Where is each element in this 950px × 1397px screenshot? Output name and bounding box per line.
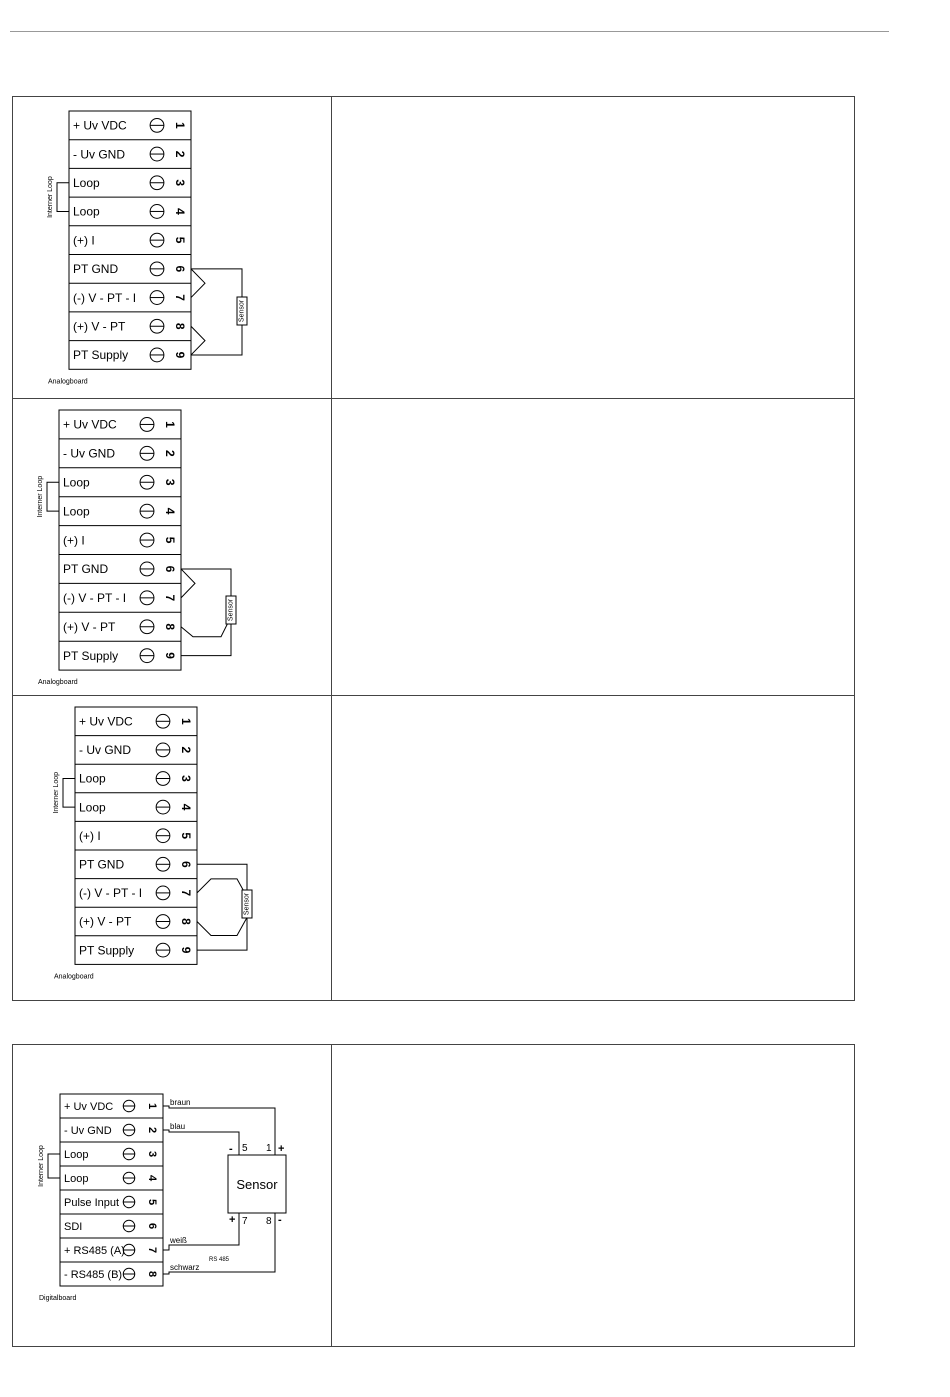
terminal-label: Loop: [73, 175, 100, 190]
sensor-wire: [181, 569, 231, 656]
terminal-number: 5: [146, 1198, 158, 1206]
sensor-pin-number: 8: [266, 1216, 272, 1227]
polarity-sign: +: [278, 1143, 285, 1155]
terminal-number: 6: [163, 565, 177, 573]
digital-wiring-panel: [12, 1044, 855, 1347]
polarity-sign: -: [278, 1214, 282, 1226]
terminal-number: 4: [146, 1174, 158, 1182]
terminal-label: - Uv GND: [73, 147, 125, 162]
terminal-label: Loop: [79, 800, 106, 815]
terminal-number: 7: [173, 294, 187, 301]
terminal-label: Pulse Input: [64, 1196, 120, 1209]
terminal-label: Loop: [63, 475, 90, 490]
terminal-number: 8: [146, 1270, 158, 1278]
sensor-wire-7: [197, 879, 247, 897]
polarity-sign: +: [229, 1214, 236, 1226]
analog-diagram-1: [13, 97, 331, 397]
terminal-number: 2: [179, 746, 193, 754]
jumper-6-7: [191, 269, 205, 298]
internal-loop-label: Interner Loop: [37, 475, 44, 518]
terminal-number: 3: [173, 179, 187, 187]
internal-loop-bracket: [47, 482, 59, 511]
terminal-label: - Uv GND: [64, 1124, 112, 1137]
terminal-label: PT Supply: [63, 648, 119, 663]
internal-loop-label: Interner Loop: [53, 771, 60, 814]
terminal-number: 1: [173, 122, 187, 129]
terminal-label: (+) V - PT: [79, 914, 132, 929]
board-label: Analogboard: [38, 679, 78, 687]
terminal-label: Loop: [73, 204, 100, 219]
terminal-label: (-) V - PT - I: [73, 290, 137, 305]
terminal-label: Loop: [64, 1148, 89, 1161]
sensor-pin-number: 5: [242, 1143, 248, 1154]
terminal-number: 5: [163, 536, 177, 544]
sensor-wire-8: [181, 617, 231, 637]
terminal-number: 4: [163, 507, 177, 515]
internal-loop-bracket: [48, 1154, 60, 1178]
terminal-number: 3: [179, 775, 193, 782]
analog-wiring-diagram: [13, 696, 331, 1001]
internal-loop-bracket: [57, 183, 69, 212]
terminal-label: PT GND: [79, 857, 125, 872]
terminal-number: 5: [179, 832, 193, 840]
sensor-label: Sensor: [243, 892, 251, 916]
wire-label-black: schwarz: [170, 1263, 200, 1272]
terminal-label: (-) V - PT - I: [79, 886, 143, 901]
terminal-number: 2: [146, 1126, 158, 1134]
jumper-6-7: [181, 569, 195, 598]
terminal-number: 1: [146, 1102, 158, 1110]
internal-loop-bracket: [63, 779, 75, 808]
terminal-label: (-) V - PT - I: [63, 591, 127, 606]
wire-label-blue: blau: [170, 1122, 186, 1131]
sensor-wire: [197, 864, 247, 950]
terminal-label: PT Supply: [73, 348, 129, 363]
analog-wiring-diagram: [13, 97, 331, 397]
internal-loop-label: Interner Loop: [47, 176, 54, 218]
internal-loop-label: Interner Loop: [38, 1145, 45, 1187]
terminal-number: 7: [163, 594, 177, 602]
sensor-label: Sensor: [227, 598, 235, 622]
terminal-label: Loop: [63, 504, 90, 519]
terminal-number: 9: [179, 946, 193, 954]
terminal-number: 4: [179, 803, 193, 811]
terminal-number: 7: [179, 889, 193, 897]
sensor-pin-number: 1: [266, 1143, 272, 1154]
header-rule: [10, 31, 889, 32]
terminal-label: + Uv VDC: [73, 118, 127, 133]
terminal-number: 2: [163, 450, 177, 457]
terminal-label: - Uv GND: [79, 743, 131, 758]
terminal-label: (+) I: [73, 233, 95, 248]
sensor-label: Sensor: [238, 299, 246, 323]
terminal-number: 2: [173, 150, 187, 158]
analog-diagram-3: [13, 696, 331, 1001]
terminal-number: 8: [173, 322, 187, 330]
terminal-label: PT GND: [73, 262, 119, 277]
sensor-wire-8: [197, 918, 247, 936]
terminal-label: - Uv GND: [63, 446, 115, 461]
terminal-label: Loop: [79, 771, 106, 786]
terminal-number: 6: [173, 265, 187, 273]
terminal-label: SDI: [64, 1220, 83, 1233]
board-label: Analogboard: [54, 973, 94, 981]
sensor-label: Sensor: [236, 1177, 278, 1192]
terminal-label: (+) I: [63, 533, 85, 548]
digital-diagram: [13, 1045, 331, 1347]
terminal-number: 1: [163, 421, 177, 428]
terminal-label: - RS485 (B): [64, 1268, 123, 1281]
wire-label-brown: braun: [170, 1098, 191, 1107]
terminal-label: + RS485 (A): [64, 1244, 125, 1257]
terminal-label: PT GND: [63, 562, 109, 577]
digital-wiring-diagram: [13, 1045, 331, 1347]
analog-diagram-2: [13, 399, 331, 695]
terminal-number: 8: [163, 623, 177, 631]
jumper-8-9: [191, 326, 205, 355]
terminal-number: 3: [163, 478, 177, 486]
board-label: Analogboard: [48, 378, 88, 386]
terminal-number: 6: [179, 860, 193, 868]
wire-blue: [163, 1130, 239, 1155]
terminal-number: 9: [173, 351, 187, 359]
board-label: Digitalboard: [39, 1295, 77, 1302]
terminal-number: 5: [173, 236, 187, 244]
terminal-label: (+) V - PT: [73, 319, 126, 334]
column-divider: [331, 1045, 332, 1346]
terminal-label: + Uv VDC: [79, 714, 133, 729]
terminal-label: + Uv VDC: [64, 1100, 114, 1113]
terminal-label: + Uv VDC: [63, 417, 117, 432]
column-divider: [331, 97, 332, 1000]
sensor-pin-number: 7: [242, 1216, 248, 1227]
terminal-number: 7: [146, 1246, 158, 1254]
terminal-label: (+) I: [79, 828, 101, 843]
wire-label-white: weiß: [170, 1236, 187, 1245]
terminal-number: 3: [146, 1150, 158, 1158]
bus-label: RS 485: [209, 1257, 230, 1263]
terminal-number: 8: [179, 918, 193, 925]
polarity-sign: -: [229, 1143, 233, 1155]
analog-wiring-panel: [12, 96, 855, 1001]
terminal-number: 6: [146, 1222, 158, 1230]
analog-wiring-diagram: [13, 399, 331, 695]
terminal-number: 4: [173, 208, 187, 215]
terminal-number: 1: [179, 717, 193, 725]
terminal-label: Loop: [64, 1172, 89, 1185]
terminal-label: PT Supply: [79, 943, 135, 958]
terminal-label: (+) V - PT: [63, 619, 116, 634]
terminal-number: 9: [163, 652, 177, 659]
sensor-wire: [191, 269, 242, 355]
